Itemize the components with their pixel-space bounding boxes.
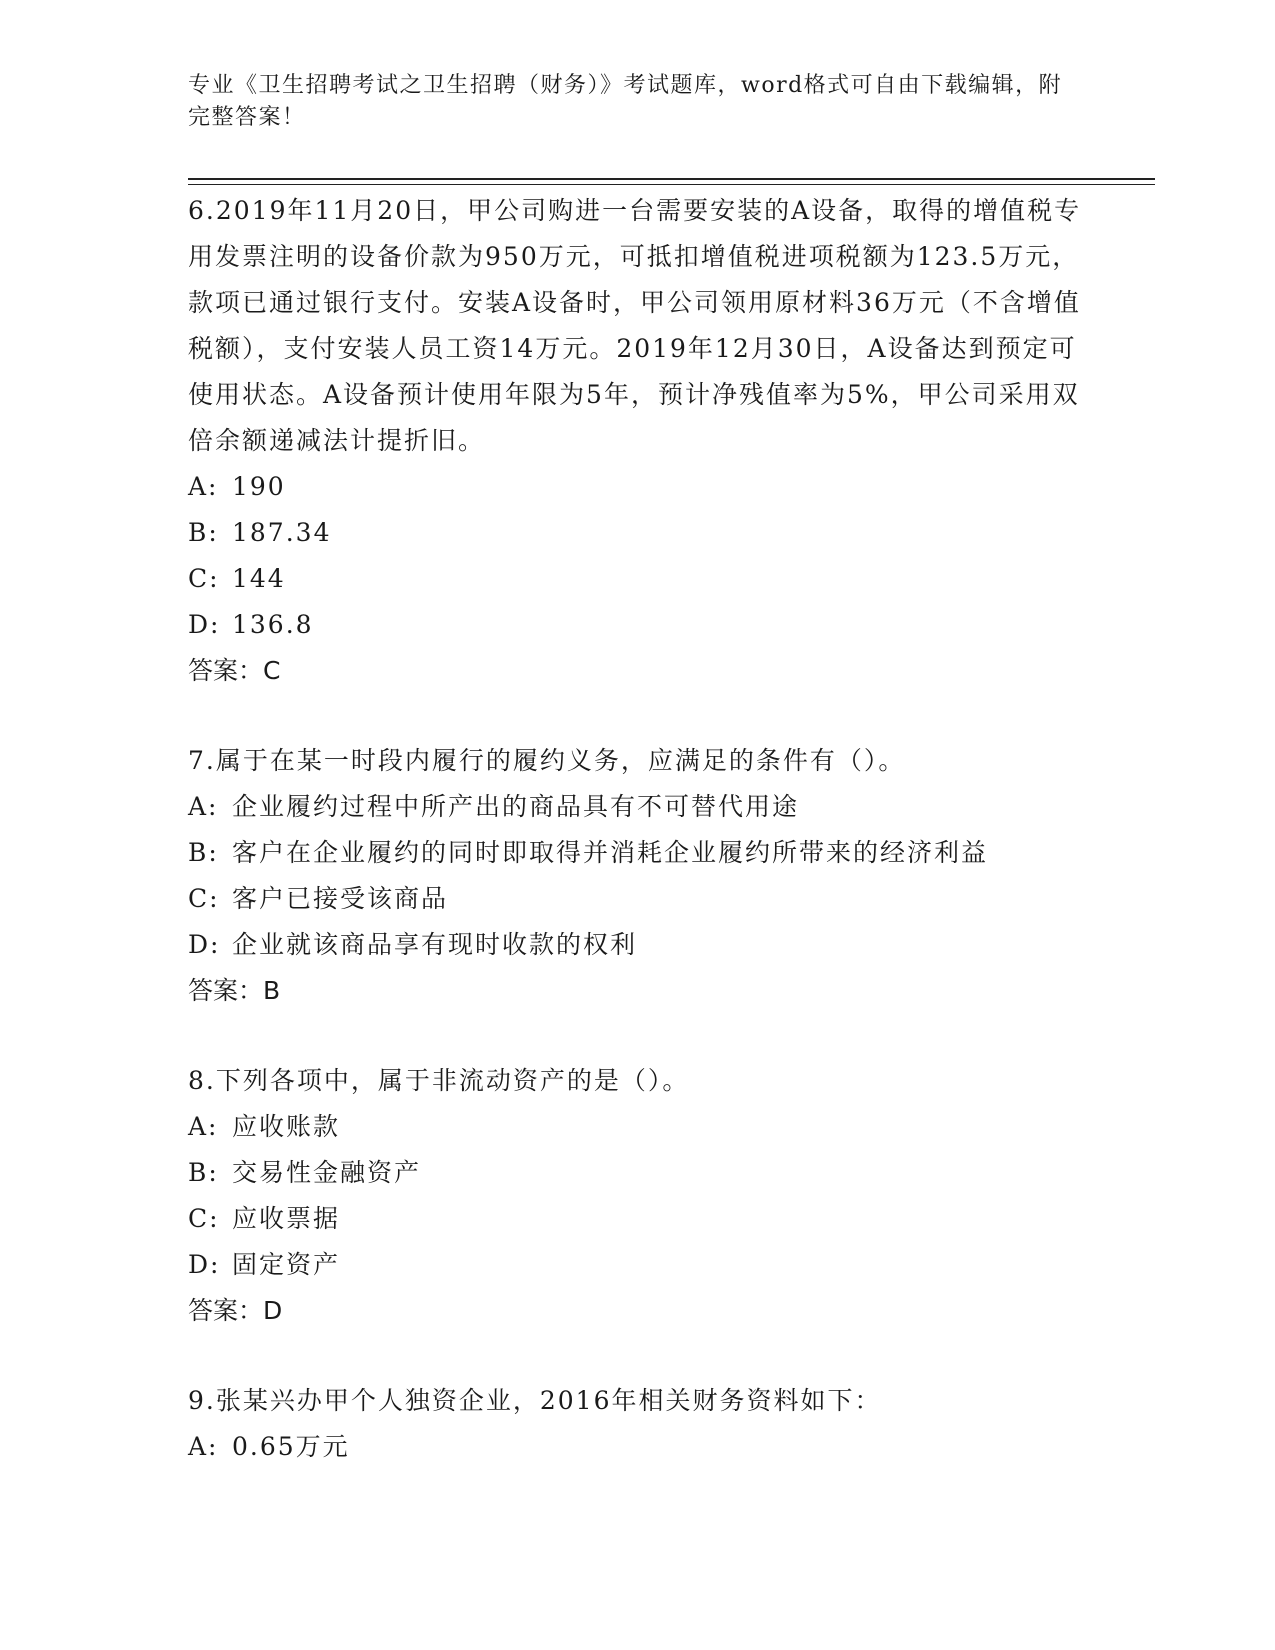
option-letter: A: [188, 1432, 219, 1461]
option-letter: B: [188, 838, 219, 867]
option-d [188, 922, 1088, 968]
option-a [188, 1104, 1088, 1150]
option-text: 136.8 [232, 610, 314, 639]
option-c [188, 556, 1088, 602]
option-b [188, 510, 1088, 556]
question-9 [188, 1378, 1088, 1470]
question-stem: 8.下列各项中，属于非流动资产的是（）。 [188, 1066, 690, 1095]
option-letter: B: [188, 518, 219, 547]
option-a [188, 1424, 1088, 1470]
answer-line: 答案：D [188, 1296, 283, 1325]
answer-line: 答案：B [188, 976, 281, 1005]
option-d [188, 602, 1088, 648]
option-c [188, 876, 1088, 922]
option-a [188, 464, 1088, 510]
document-header: 专业《卫生招聘考试之卫生招聘（财务）》考试题库，word格式可自由下载编辑，附完整答案！ [188, 73, 1063, 130]
header-divider-thin [188, 184, 1155, 185]
question-8 [188, 1058, 1088, 1334]
option-text: 应收账款 [232, 1112, 341, 1141]
option-letter: C: [188, 1204, 220, 1233]
option-letter: A: [188, 792, 219, 821]
option-text: 应收票据 [232, 1204, 341, 1233]
option-letter: C: [188, 884, 220, 913]
option-text: 客户在企业履约的同时即取得并消耗企业履约所带来的经济利益 [232, 838, 989, 867]
option-a [188, 784, 1088, 830]
option-text: 企业就该商品享有现时收款的权利 [232, 930, 638, 959]
option-letter: B: [188, 1158, 219, 1187]
question-stem: 7.属于在某一时段内履行的履约义务，应满足的条件有（）。 [188, 746, 906, 775]
spacer [188, 694, 1088, 738]
answer-line: 答案：C [188, 656, 281, 685]
option-text: 企业履约过程中所产出的商品具有不可替代用途 [232, 792, 800, 821]
spacer [188, 1014, 1088, 1058]
option-text: 190 [232, 472, 286, 501]
option-text: 144 [232, 564, 286, 593]
option-letter: D: [188, 930, 221, 959]
option-letter: D: [188, 1250, 221, 1279]
option-text: 固定资产 [232, 1250, 341, 1279]
option-text: 187.34 [232, 518, 332, 547]
question-7 [188, 738, 1088, 1014]
option-d [188, 1242, 1088, 1288]
question-stem: 9.张某兴办甲个人独资企业，2016年相关财务资料如下： [188, 1386, 882, 1415]
option-b [188, 830, 1088, 876]
option-letter: C: [188, 564, 220, 593]
option-text: 0.65万元 [232, 1432, 350, 1461]
option-letter: A: [188, 1112, 219, 1141]
question-6 [188, 188, 1088, 694]
option-c [188, 1196, 1088, 1242]
spacer [188, 1334, 1088, 1378]
header-divider-thick [188, 178, 1155, 180]
question-list [188, 188, 1088, 1470]
option-text: 交易性金融资产 [232, 1158, 422, 1187]
option-text: 客户已接受该商品 [232, 884, 449, 913]
question-stem: 6.2019年11月20日，甲公司购进一台需要安装的A设备，取得的增值税专用发票注明的设备价款为950万元，可抵扣增值税进项税额为123.5万元，款项已通过银行支付。安装A设备时，甲公司领用原材料36万元（不含增值税额），支付安装人员工资14万元。2019年12月30日，A设备达到预定可使用状态。A设备预计使用年限为5年，预计净残值率为5%，甲公司采用双倍余额递减法计提折旧。 [188, 196, 1082, 455]
option-b [188, 1150, 1088, 1196]
option-letter: D: [188, 610, 221, 639]
option-letter: A: [188, 472, 219, 501]
